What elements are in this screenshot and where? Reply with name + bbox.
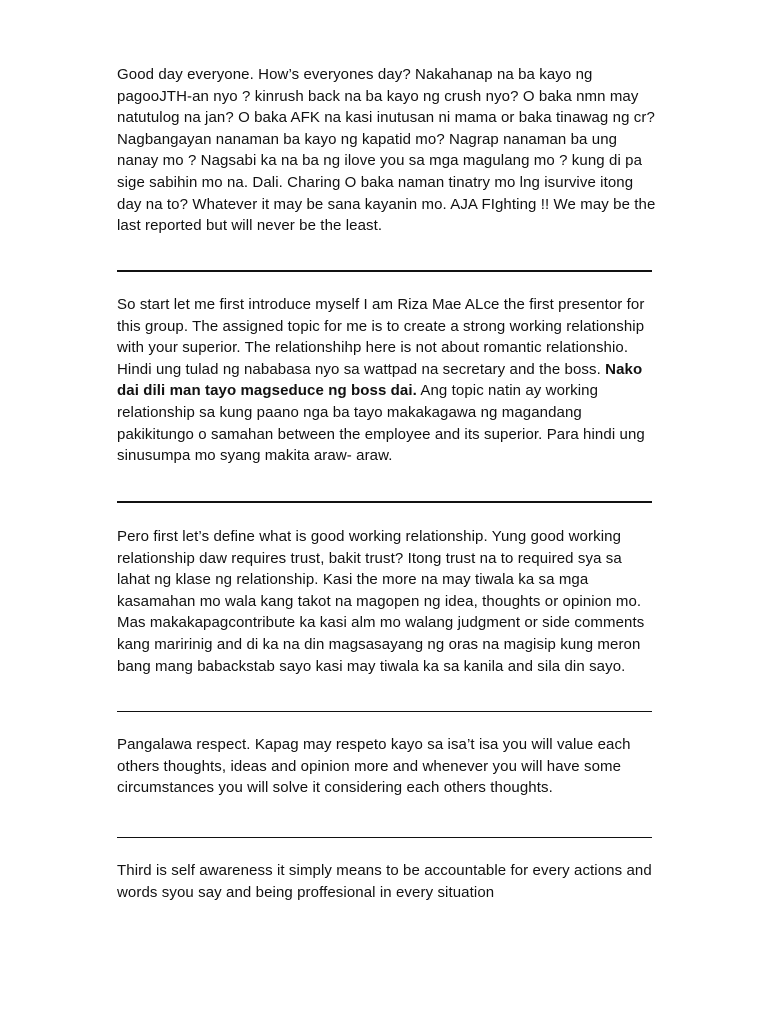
intro-text-start: So start let me first introduce myself I am Riza Mae ALce the first presentor for this group. The assigned topic for me is to create a strong working relationship with your superior. The relationshihp here is not about romantic relationshio. Hindi ung tulad ng nababasa nyo sa wattpad na secretary and the boss.: [117, 296, 645, 378]
paragraph-self-awareness: Third is self awareness it simply means to be accountable for every actions and words syou say and being proffesional in every situation: [117, 862, 652, 901]
paragraph-introduction: [117, 294, 657, 467]
section-divider: [117, 501, 652, 503]
intro-text-end: Ang topic natin ay working relationship sa kung paano nga ba tayo makakagawa ng magandang pakikitungo o samahan between the employee and its superior. Para hindi ung sinusumpa mo syang makita araw- araw.: [117, 382, 645, 465]
paragraph-trust: Pero first let’s define what is good working relationship. Yung good working relationship daw requires trust, bakit trust? Itong trust na to required sya sa lahat ng klase ng relationship. Kasi the more na may tiwala ka sa mga kasamahan mo wala kang takot na magopen ng idea, thoughts or opinion mo. Mas makakapagcontribute ka kasi alm mo walang judgment or side comments kang maririnig and di ka na din magsasayang ng oras na magisip kung meron bang mang babackstab sayo kasi may tiwala ka sa kanila and sila din sayo.: [117, 528, 645, 675]
intro-bold-text: Nako dai dili man tayo magseduce ng boss dai.: [117, 360, 643, 400]
section-divider: [117, 837, 652, 838]
section-divider: [117, 711, 652, 712]
paragraph-greeting: Good day everyone. How’s everyones day? Nakahanap na ba kayo ng pagooJTH-an nyo ? kinrush back na ba kayo ng crush nyo? O baka nmn may natutulog na jan? O baka AFK na kasi inutusan ni mama or baka tinawag ng cr? Nagbangayan nanaman ba kayo ng kapatid mo? Nagrap nanaman ba ung nanay mo ? Nagsabi ka na ba ng ilove you sa mga magulang mo ? kung di pa sige sabihin mo na. Dali. Charing O baka naman tinatry mo lng isurvive itong day na to? Whatever it may be sana kayanin mo. AJA FIghting !! We may be the last reported but will never be the least.: [117, 66, 656, 235]
paragraph-respect: Pangalawa respect. Kapag may respeto kayo sa isa’t isa you will value each others thoughts, ideas and opinion more and whenever you will have some circumstances you will solve it considering each others thoughts.: [117, 736, 631, 797]
section-divider: [117, 270, 652, 272]
